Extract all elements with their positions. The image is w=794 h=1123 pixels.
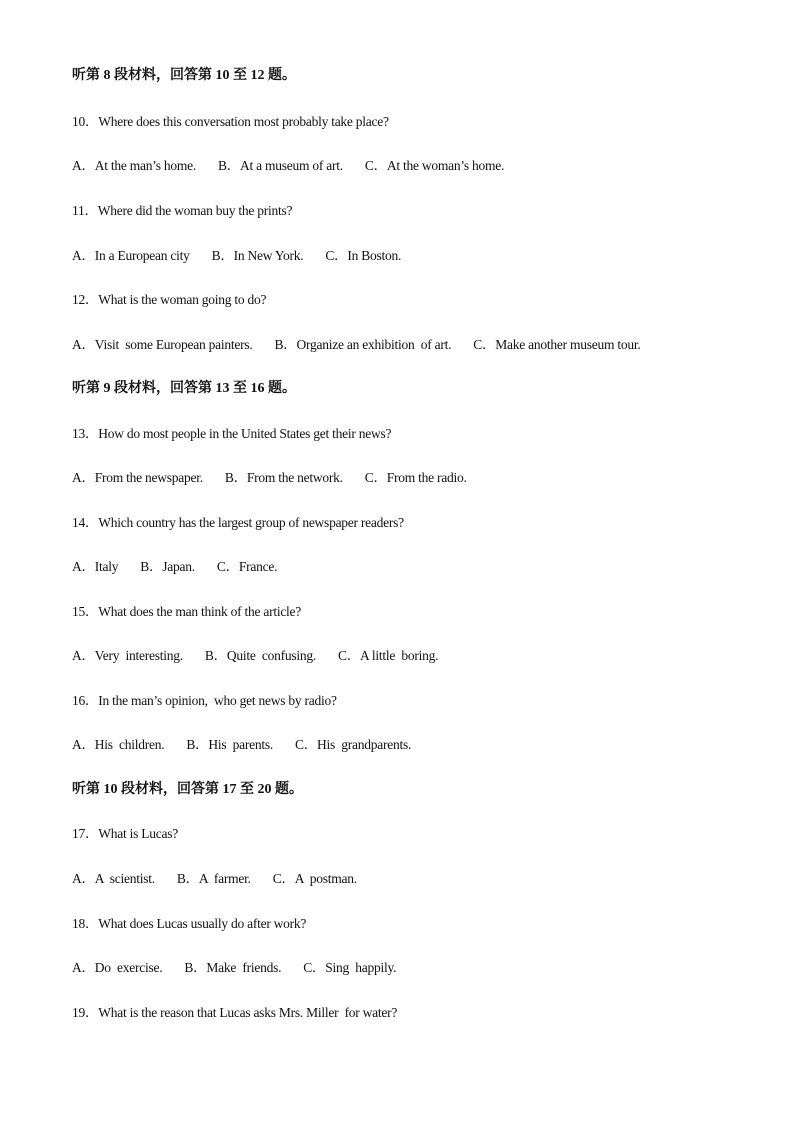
option-c: C．A little boring. bbox=[337, 648, 439, 663]
option-b: B．At a museum of art. bbox=[217, 158, 343, 173]
section-heading: 听第 9 段材料，回答第 13 至 16 题。 bbox=[72, 381, 296, 396]
question-text: 19．What is the reason that Lucas asks Mrs. Miller for water? bbox=[72, 1005, 398, 1020]
answer-options bbox=[72, 336, 662, 354]
option-a: A．Italy bbox=[72, 559, 119, 574]
answer-options bbox=[72, 157, 526, 175]
option-c: C．In Boston. bbox=[325, 248, 402, 263]
answer-options bbox=[72, 959, 418, 977]
option-a: A．Do exercise. bbox=[72, 960, 163, 975]
question-text: 15．What does the man think of the article? bbox=[72, 604, 302, 619]
question-text: 13．How do most people in the United States get their news? bbox=[72, 426, 392, 441]
option-c: C．From the radio. bbox=[364, 470, 467, 485]
answer-options bbox=[72, 558, 299, 576]
option-b: B．Quite confusing. bbox=[204, 648, 316, 663]
option-a: A．A scientist. bbox=[72, 871, 155, 886]
option-c: C．Sing happily. bbox=[303, 960, 397, 975]
option-b: B．His parents. bbox=[186, 737, 273, 752]
answer-options bbox=[72, 647, 460, 665]
question-text: 16．In the man’s opinion, who get news by radio? bbox=[72, 693, 337, 708]
question-text: 17．What is Lucas? bbox=[72, 826, 178, 841]
option-a: A．His children. bbox=[72, 737, 165, 752]
option-a: A．From the newspaper. bbox=[72, 470, 203, 485]
option-a: A．At the man’s home. bbox=[72, 158, 196, 173]
option-b: B．Make friends. bbox=[184, 960, 282, 975]
option-a: A．Very interesting. bbox=[72, 648, 183, 663]
option-b: B．Organize an exhibition of art. bbox=[274, 337, 452, 352]
question-text: 18．What does Lucas usually do after work? bbox=[72, 916, 307, 931]
option-b: B．Japan. bbox=[140, 559, 195, 574]
option-a: A．In a European city bbox=[72, 248, 190, 263]
question-text: 12．What is the woman going to do? bbox=[72, 292, 267, 307]
option-c: C．Make another museum tour. bbox=[473, 337, 641, 352]
option-b: B．From the network. bbox=[224, 470, 343, 485]
section-heading: 听第 10 段材料，回答第 17 至 20 题。 bbox=[72, 782, 303, 797]
option-b: B．A farmer. bbox=[176, 871, 251, 886]
answer-options bbox=[72, 736, 433, 754]
answer-options bbox=[72, 469, 489, 487]
option-c: C．A postman. bbox=[272, 871, 357, 886]
answer-options bbox=[72, 870, 379, 888]
option-a: A．Visit some European painters. bbox=[72, 337, 253, 352]
option-c: C．At the woman’s home. bbox=[364, 158, 505, 173]
option-c: C．His grandparents. bbox=[294, 737, 412, 752]
option-b: B．In New York. bbox=[211, 248, 304, 263]
option-c: C．France. bbox=[216, 559, 278, 574]
question-text: 10．Where does this conversation most probably take place? bbox=[72, 114, 389, 129]
section-heading: 听第 8 段材料，回答第 10 至 12 题。 bbox=[72, 68, 296, 83]
answer-options bbox=[72, 247, 423, 265]
question-text: 14．Which country has the largest group of newspaper readers? bbox=[72, 515, 404, 530]
question-text: 11．Where did the woman buy the prints? bbox=[72, 203, 293, 218]
